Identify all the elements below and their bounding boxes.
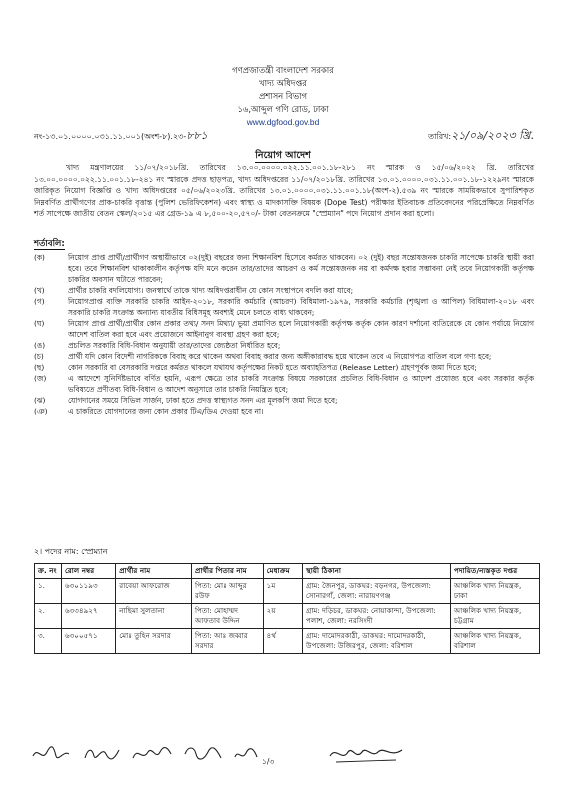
office-address: ১৬,আব্দুল গণি রোড, ঢাকা bbox=[237, 104, 329, 114]
conditions-heading bbox=[34, 237, 65, 251]
condition-item bbox=[34, 373, 534, 395]
cell-roll: ৬৩০১১৯৩ bbox=[61, 579, 115, 604]
cell-address: গ্রাম: জৈনপুর, ডাকঘর: বড়নগর, উপজেলা: সোনারগাঁ, জেলা: নারায়ণগঞ্জ bbox=[302, 579, 450, 604]
condition-item bbox=[34, 362, 534, 373]
letterhead bbox=[0, 64, 566, 129]
memo-ref-number: নং-১৩.০১.০০০০.০৩১.১১.০০১(অংশ-৮).২৩- bbox=[34, 132, 187, 141]
initial-signature-4 bbox=[182, 742, 224, 766]
condition-label: (ছ) bbox=[34, 363, 45, 372]
candidate-table bbox=[34, 563, 540, 654]
memo-ref-handwritten: ৮৮১ bbox=[186, 129, 208, 142]
cell-roll: ৬৩০০৫৭১ bbox=[61, 629, 115, 654]
cell-father: পিতা: মোঃ আব্দুর রউফ bbox=[191, 579, 263, 604]
intro-paragraph: খাদ্য মন্ত্রণালয়ের ১১/০৭/২০১৮খ্রি. তারিখের ১৩.০০.০০০০.০২২.১১.০০১.১৮-২৮১ নং স্মারক ও ১৫/০৬/২০২২ খ্রি. তারিখের ১৩.০০.০০০০.০২২.১১.০০১.১৮-২৪১ নং স্মারকে প্রদত্ত ছাড়পত্র, খাদ্য অধিদপ্তরের ১১/০৭/২০১৮খ্রি. তারিখের ১৩.০১.০০০০.০৩১.১১.০০১.১৮-১২২৯নং স্মারকে জারিকৃত নিয়োগ বিজ্ঞপ্তি ও খাদ্য অধিদপ্তরের ০৫/০৬/২০২৩খ্রি. তারিখের ১৩.০১.০০০০.০৩১.১১.০০১.১৮(অংশ-২).৫৩৯ নং স্মারকে সাময়িকভাবে সুপারিশকৃত নিম্নবর্ণিত প্রার্থীগণের প্রাক-চাকরি বৃত্তান্ত (পুলিশ ভেরিফিকেশন) এবং স্বাস্থ্য ও মাদকাসক্তি বিষয়ক (Dope Test) পরীক্ষার ইতিবাচক প্রতিবেদনের পরিপ্রেক্ষিতে নিম্নবর্ণিত শর্ত সাপেক্ষে জাতীয় বেতন স্কেল/২০১৫ এর গ্রেড-১৯ এ ৮,৫০০-২০,৫৭০/- টাকা বেতনক্রমে "স্প্রেম্যান" পদে নিয়োগ প্রদান করা হলো। bbox=[34, 163, 534, 219]
col-roll: রোল নম্বর bbox=[61, 564, 115, 579]
condition-item bbox=[34, 296, 534, 318]
condition-text: প্রার্থী যদি কোন বিদেশী নাগরিককে বিবাহ করে থাকেন অথবা বিবাহ করার জন্য অঙ্গীকারাবদ্ধ হয়ে থাকেন তবে এ নিয়োগপত্র বাতিল বলে গণ্য হবে; bbox=[68, 352, 492, 361]
initial-signature-2 bbox=[82, 742, 122, 766]
cell-serial: ১. bbox=[35, 579, 62, 604]
cell-father: পিতা: মোহাম্মদ আফতাব উদ্দিন bbox=[191, 604, 263, 629]
cell-office: আঞ্চলিক খাদ্য নিয়ন্ত্রক, ঢাকা bbox=[451, 579, 540, 604]
condition-item bbox=[34, 395, 534, 406]
conditions-heading-text: শর্তাবলি: bbox=[34, 239, 65, 249]
condition-label: (চ) bbox=[34, 352, 44, 361]
col-address: স্থায়ী ঠিকানা bbox=[302, 564, 450, 579]
condition-text: প্রার্থীর চাকরি বদলিযোগ্য। জনস্বার্থে তাকে খাদ্য অধিদপ্তরাধীন যে কোন সংস্থাপনে বদলি করা যাবে; bbox=[68, 286, 354, 295]
condition-text: যোগদানের সময়ে সিভিল সার্জন, ঢাকা হতে প্রদত্ত স্বাস্থ্যগত সনদ এর মূলকপি জমা দিতে হবে; bbox=[68, 396, 338, 405]
cell-name: রাবেয়া আফরোজ bbox=[116, 579, 192, 604]
condition-item bbox=[34, 340, 534, 351]
cell-father: পিতা: আঃ জব্বার সরদার bbox=[191, 629, 263, 654]
cell-address: গ্রাম: দড়িচর, ডাকঘর: নোয়াকান্দা, উপজেলা: পলাশ, জেলা: নরসিংদী bbox=[302, 604, 450, 629]
conditions-list bbox=[34, 252, 534, 417]
initial-signature-5 bbox=[232, 743, 260, 765]
col-serial: ক্র. নং bbox=[35, 564, 62, 579]
page-title-text: নিয়োগ আদেশ bbox=[255, 150, 311, 161]
memo-date-value: ২১/০৯/২০২৩ খ্রি. bbox=[451, 129, 534, 142]
cell-name: নাছিমা সুলতানা bbox=[116, 604, 192, 629]
officer-signature bbox=[326, 738, 406, 768]
condition-label: (জ) bbox=[34, 374, 47, 383]
cell-serial: ৩. bbox=[35, 629, 62, 654]
condition-item bbox=[34, 252, 534, 285]
col-office: পদায়িত/ন্যস্তকৃত দপ্তর bbox=[451, 564, 540, 579]
table-header-row bbox=[35, 564, 540, 579]
cell-office: আঞ্চলিক খাদ্য নিয়ন্ত্রক, বরিশাল bbox=[451, 629, 540, 654]
condition-label: (গ) bbox=[34, 297, 45, 306]
page-number: ১/৩ bbox=[262, 757, 275, 766]
initial-signature-1 bbox=[30, 742, 72, 766]
condition-text: নিয়োগ প্রাপ্ত প্রার্থী/প্রার্থীর কোন প্রকার তথ্য/ সনদ মিথ্যা/ ভুয়া প্রমাণিত হলে নিয়োগকারী কর্তৃপক্ষ কর্তৃক কোন কারণ দর্শানো ব্যতিরেকে যে কোন পর্যায়ে নিয়োগ আদেশ বাতিল করা হবে এবং প্রয়োজনে আইনানুগ ব্যবস্থা গ্রহণ করা হবে; bbox=[68, 319, 534, 339]
condition-item bbox=[34, 285, 534, 296]
govt-name: গণপ্রজাতন্ত্রী বাংলাদেশ সরকার bbox=[232, 65, 334, 75]
condition-label: (ঘ) bbox=[34, 319, 45, 328]
memo-ref bbox=[34, 127, 208, 146]
division-name: প্রশাসন বিভাগ bbox=[258, 91, 308, 101]
condition-text: এ আদেশে সুনির্দিষ্টভাবে বর্ণিত হয়নি, এরূপ ক্ষেত্রে তার চাকরি সংক্রান্ত বিষয়ে সরকারের প্রচলিত বিধি-বিধান ও আদেশ প্রযোজ্য হবে এবং সরকার কর্তৃক ভবিষ্যতে প্রণীতব্য বিধি-বিধান ও আদেশ অনুসারে তার চাকরি নিয়ন্ত্রিত হবে; bbox=[68, 374, 534, 394]
condition-item bbox=[34, 406, 534, 417]
col-name: প্রার্থীর নাম bbox=[116, 564, 192, 579]
condition-text: কোন সরকারি বা বেসরকারি দপ্তরে কর্মরত থাকলে যথাযথ কর্তৃপক্ষের নিকট হতে অব্যাহতিপত্র (Release Letter) গ্রহণপূর্বক জমা দিতে হবে; bbox=[68, 363, 477, 372]
cell-merit: ৪র্থ bbox=[263, 629, 302, 654]
condition-text: প্রচলিত সরকারি বিধি-বিধান অনুযায়ী তার/তাদের জ্যেষ্ঠতা নির্ধারিত হবে; bbox=[68, 341, 281, 350]
condition-item bbox=[34, 318, 534, 340]
cell-merit: ১ম bbox=[263, 579, 302, 604]
memo-date-label: তারিখ: bbox=[428, 132, 452, 141]
condition-label: (ক) bbox=[34, 253, 45, 262]
initial-signature-3 bbox=[130, 740, 174, 766]
condition-text: নিয়োগ প্রাপ্ত প্রার্থী/প্রার্থীগণ অস্থায়ীভাবে ০২(দুই) বছরের জন্য শিক্ষানবিশ হিসেবে কর্মরত থাকবেন। ০২ (দুই) বছর সন্তোষজনক চাকরি সাপেক্ষে চাকরি স্থায়ী করা হবে। তবে শিক্ষানবিশ থাকাকালীন কর্তৃপক্ষ যদি মনে করেন তার/তাদের আচরণ ও কর্ম সন্তোষজনক নয় বা কর্মদক্ষ হবার সম্ভাবনা নেই তবে নিয়োগকারী কর্তৃপক্ষ চাকরির অবসান ঘটাতে পারবেন; bbox=[68, 253, 534, 284]
memo-date bbox=[428, 127, 534, 146]
condition-label: (ঞ) bbox=[34, 407, 48, 416]
col-father: প্রার্থীর পিতার নাম bbox=[191, 564, 263, 579]
condition-item bbox=[34, 351, 534, 362]
condition-label: (ঝ) bbox=[34, 396, 46, 405]
website-link[interactable]: www.dgfood.gov.bd bbox=[246, 117, 320, 127]
directorate-name: খাদ্য অধিদপ্তর bbox=[259, 78, 307, 88]
cell-merit: ২য় bbox=[263, 604, 302, 629]
table-row bbox=[35, 604, 540, 629]
col-merit: মেধাক্রম bbox=[263, 564, 302, 579]
cell-office: আঞ্চলিক খাদ্য নিয়ন্ত্রক, চট্টগ্রাম bbox=[451, 604, 540, 629]
post-heading: ২। পদের নাম: স্প্রেম্যান bbox=[34, 547, 108, 556]
table-row bbox=[35, 579, 540, 604]
cell-address: গ্রাম: দামোদরকাঠী, ডাকঘর: দামোদরকাঠী, উপজেলা: উজিরপুর, জেলা: বরিশাল bbox=[302, 629, 450, 654]
condition-text: নিয়োগপ্রাপ্ত ব্যক্তি সরকারি চাকরি আইন-২০১৮, সরকারি কর্মচারি (আচরণ) বিধিমালা-১৯৭৯, সরকারি কর্মচারি (শৃঙ্খলা ও আপিল) বিধিমালা-২০১৮ এবং সরকারি চাকরি সংক্রান্ত অন্যান্য যাবতীয় বিধিসমূহ অবশ্যই মেনে চলতে বাধ্য থাকবেন; bbox=[68, 297, 534, 317]
table-row bbox=[35, 629, 540, 654]
condition-text: এ চাকরিতে যোগদানের জন্য কোন প্রকার টিএ/ডিএ দেওয়া হবে না। bbox=[68, 407, 264, 416]
cell-name: মোঃ তুহিন সরদার bbox=[116, 629, 192, 654]
condition-label: (ঙ) bbox=[34, 341, 46, 350]
condition-label: (খ) bbox=[34, 286, 45, 295]
cell-roll: ৬৩৩৪৯২৭ bbox=[61, 604, 115, 629]
cell-serial: ২. bbox=[35, 604, 62, 629]
